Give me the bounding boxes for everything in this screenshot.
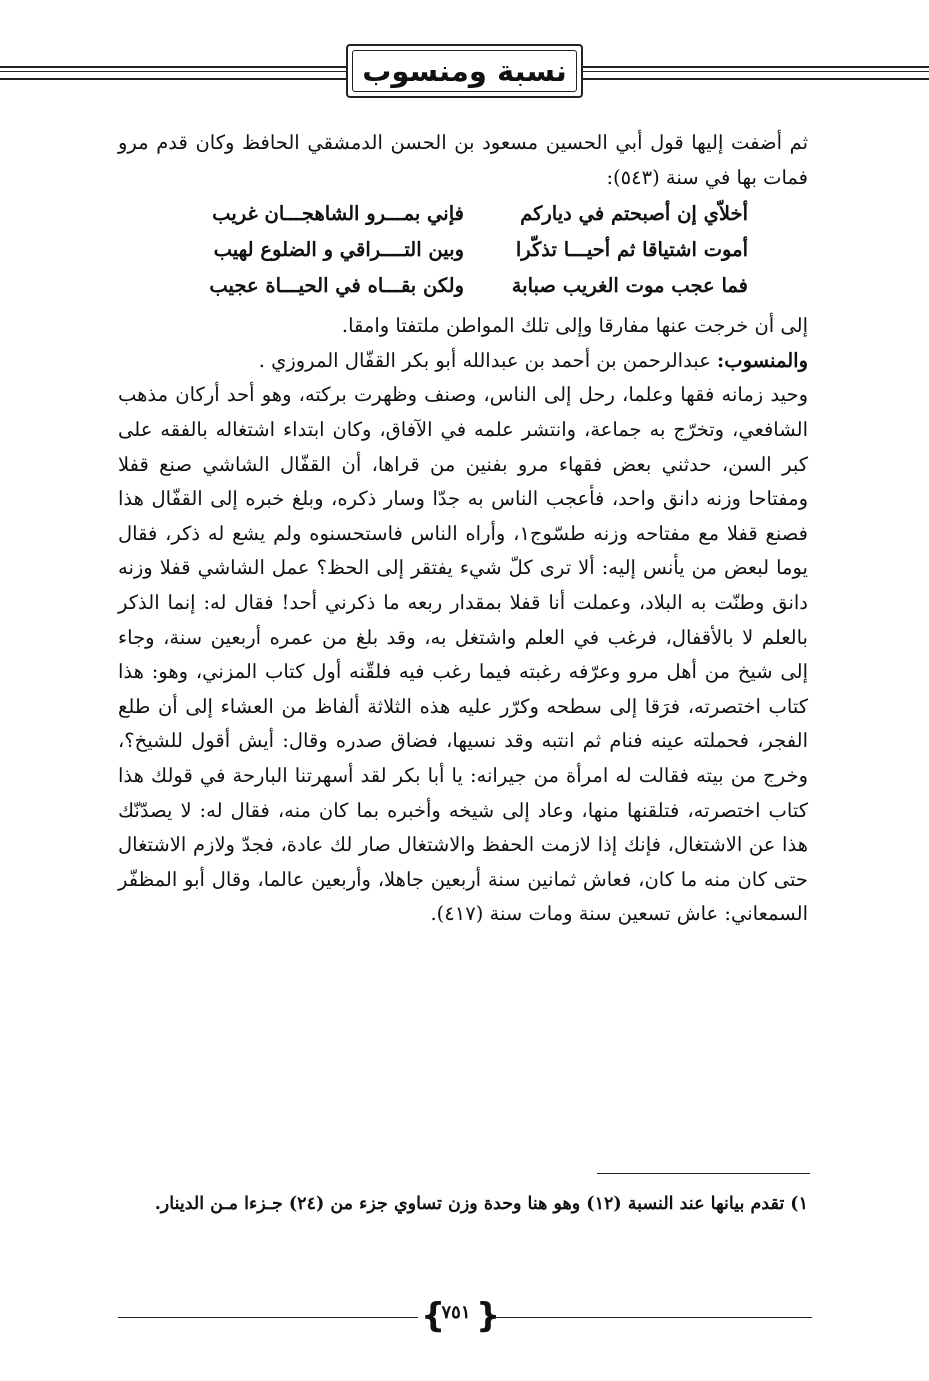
poem-verse bbox=[118, 233, 808, 269]
intro-paragraph: ثم أضفت إليها قول أبي الحسين مسعود بن الحسن الدمشقي الحافظ وكان قدم مرو فمات بها في سنة (٥٤٣): bbox=[118, 131, 808, 189]
biography-paragraph: وحيد زمانه فقها وعلما، رحل إلى الناس، وصنف وظهرت بركته، وهو أحد أركان مذهب الشافعي، وتخرّج به جماعة، وانتشر علمه في الآفاق، وكان ابتداء اشتغاله بالفقه على كبر السن، حدثني بعض فقهاء مرو بفنين من قراها، أن القفّال الشاشي صنع قفلا ومفتاحا وزنه دانق واحد، فأعجب الناس به جدّا وسار ذكره، وبلغ خبره إلى القفّال هذا فصنع قفلا مع مفتاحه وزنه طسّوج١، وأراه الناس فاستحسنوه ولم يشع له ذكر، فقال يوما لبعض من يأنس إليه: ألا ترى كلّ شيء يفتقر إلى الحظ؟ عمل الشاشي قفلا وزنه دانق وطنّت به البلاد، وعملت أنا قفلا بمقدار ربعه ما ذكرني أحد! فقال له: إنما الذكر بالعلم لا بالأقفال، فرغب في العلم واشتغل به، وقد بلغ من عمره أربعين سنة، وجاء إلى شيخ من أهل مرو وعرّفه رغبته فيما رغب فيه فلقّنه أول كتاب المزني، وهو: هذا كتاب اختصرته، فرَقا إلى سطحه وكرّر عليه هذه الثلاثة ألفاظ من العشاء إلى أن طلع الفجر، فحملته عينه فنام ثم انتبه وقد نسيها، فضاق صدره وقال: أيش أقول للشيخ؟، وخرج من بيته فقالت له امرأة من جيرانه: يا أبا بكر لقد أسهرتنا البارحة في قولك هذا كتاب اختصرته، فتلقنها منها، وعاد إلى شيخه وأخبره بما كان منه، فقال له: لا يصدّنّك هذا عن الاشتغال، فإنك إذا لازمت الحفظ والاشتغال صار لك عادة، فجدّ ولازم الاشتغال حتى كان منه ما كان، فعاش ثمانين سنة أربعين جاهلا، وأربعين عالما، وقال أبو المظفّر السمعاني: عاش تسعين سنة ومات سنة (٤١٧). bbox=[118, 383, 808, 926]
mansub-label: والمنسوب: bbox=[717, 348, 808, 372]
header-rule-right bbox=[583, 66, 929, 80]
verse-second-hemistich: ولكن بقـــاه في الحيـــاة عجيب bbox=[209, 274, 464, 298]
verse-first-hemistich: أموت اشتياقا ثم أحيـــا تذكّرا bbox=[515, 238, 748, 262]
after-poem-line: إلى أن خرجت عنها مفارقا وإلى تلك المواطن ملتفتا وامقا. bbox=[341, 314, 808, 338]
page-number-bracket-close: } bbox=[476, 1296, 501, 1336]
footnote: ١) تقدم بيانها عند النسبة (١٢) وهو هنا وحدة وزن تساوي جزء من (٢٤) جـزءا مـن الدينار. bbox=[154, 1194, 808, 1214]
verse-second-hemistich: وبين التــــراقي و الضلوع لهيب bbox=[213, 238, 464, 262]
header-title-frame bbox=[346, 44, 583, 98]
page-number-bracket-open: { bbox=[421, 1296, 446, 1336]
poem-verse bbox=[118, 269, 808, 305]
header-rule-left bbox=[0, 66, 346, 80]
mansub-line bbox=[118, 344, 808, 379]
verse-first-hemistich: فما عجب موت الغريب صبابة bbox=[511, 274, 748, 298]
poem-verse bbox=[118, 197, 808, 233]
verse-second-hemistich: فإني بمـــرو الشاهجـــان غريب bbox=[212, 202, 464, 226]
poem bbox=[118, 197, 808, 305]
page-number: ٧٥١ bbox=[441, 1302, 471, 1323]
page-number-rule-left bbox=[118, 1317, 418, 1318]
main-text bbox=[118, 126, 808, 932]
page-number-rule-right bbox=[490, 1317, 812, 1318]
header-title-inner-frame bbox=[352, 50, 577, 92]
verse-first-hemistich: أخلاّي إن أصبحتم في دياركم bbox=[520, 202, 748, 226]
mansub-name: عبدالرحمن بن أحمد بن عبدالله أبو بكر القفّال المروزي . bbox=[258, 348, 718, 372]
footnote-separator bbox=[597, 1173, 810, 1174]
page-title: نسبة ومنسوب bbox=[362, 54, 567, 88]
